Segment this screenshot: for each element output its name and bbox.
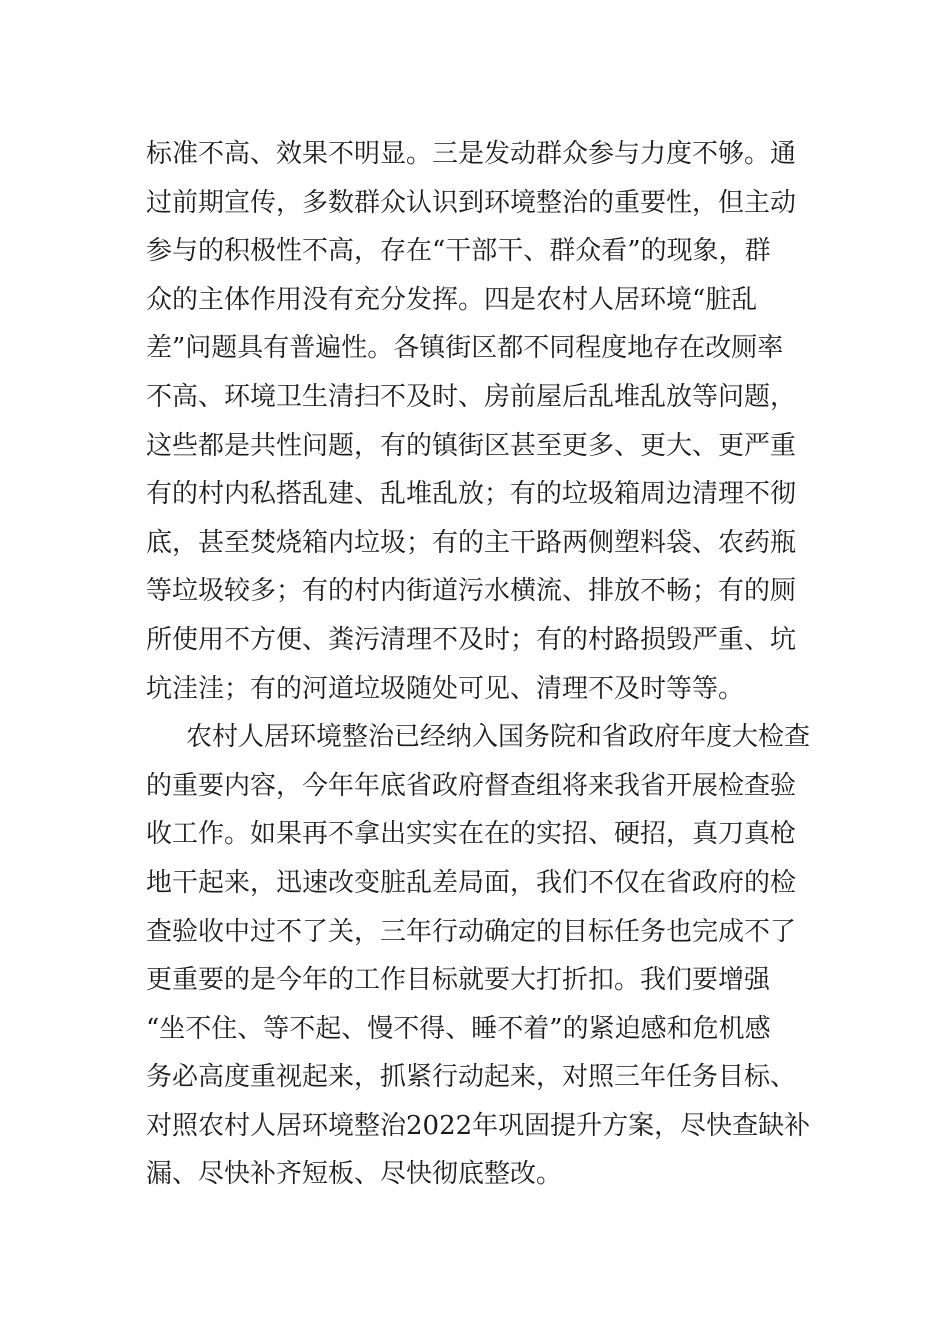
document-body	[146, 130, 846, 1199]
paragraph-2	[146, 713, 846, 1199]
text-line: 等垃圾较多；有的村内街道污水横流、排放不畅；有的厕	[146, 576, 797, 607]
text-line: 对照农村人居环境整治2022年巩固提升方案，尽快查缺补	[146, 1110, 811, 1141]
text-line: 参与的积极性不高，存在“干部干、群众看”的现象，群	[146, 236, 771, 267]
text-line: 过前期宣传，多数群众认识到环境整治的重要性，但主动	[146, 187, 797, 218]
paragraph-1	[146, 130, 846, 713]
text-line: “坐不住、等不起、慢不得、睡不着”的紧迫感和危机感	[146, 1013, 771, 1044]
text-line: 所使用不方便、粪污清理不及时；有的村路损毁严重、坑	[146, 624, 797, 655]
text-line: 这些都是共性问题，有的镇街区甚至更多、更大、更严重	[146, 430, 797, 461]
text-line: 众的主体作用没有充分发挥。四是农村人居环境“脏乱	[146, 284, 758, 315]
text-line: 底，甚至焚烧箱内垃圾；有的主干路两侧塑料袋、农药瓶	[146, 527, 797, 558]
text-line: 漏、尽快补齐短板、尽快彻底整改。	[146, 1159, 563, 1190]
text-line: 农村人居环境整治已经纳入国务院和省政府年度大检查	[186, 722, 811, 753]
text-line: 查验收中过不了关，三年行动确定的目标任务也完成不了	[146, 916, 797, 947]
text-line: 差”问题具有普遍性。各镇街区都不同程度地存在改厕率	[146, 333, 784, 364]
text-line: 的重要内容，今年年底省政府督查组将来我省开展检查验	[146, 770, 797, 801]
text-line: 不高、环境卫生清扫不及时、房前屋后乱堆乱放等问题，	[146, 381, 797, 412]
text-line: 地干起来，迅速改变脏乱差局面，我们不仅在省政府的检	[146, 867, 797, 898]
text-line: 更重要的是今年的工作目标就要大打折扣。我们要增强	[146, 965, 771, 996]
text-line: 坑洼洼；有的河道垃圾随处可见、清理不及时等等。	[146, 673, 745, 704]
text-line: 标准不高、效果不明显。三是发动群众参与力度不够。通	[146, 139, 797, 169]
text-line: 务必高度重视起来，抓紧行动起来，对照三年任务目标、	[146, 1062, 797, 1093]
text-line: 有的村内私搭乱建、乱堆乱放；有的垃圾箱周边清理不彻	[146, 479, 797, 510]
text-line: 收工作。如果再不拿出实实在在的实招、硬招，真刀真枪	[146, 819, 797, 850]
